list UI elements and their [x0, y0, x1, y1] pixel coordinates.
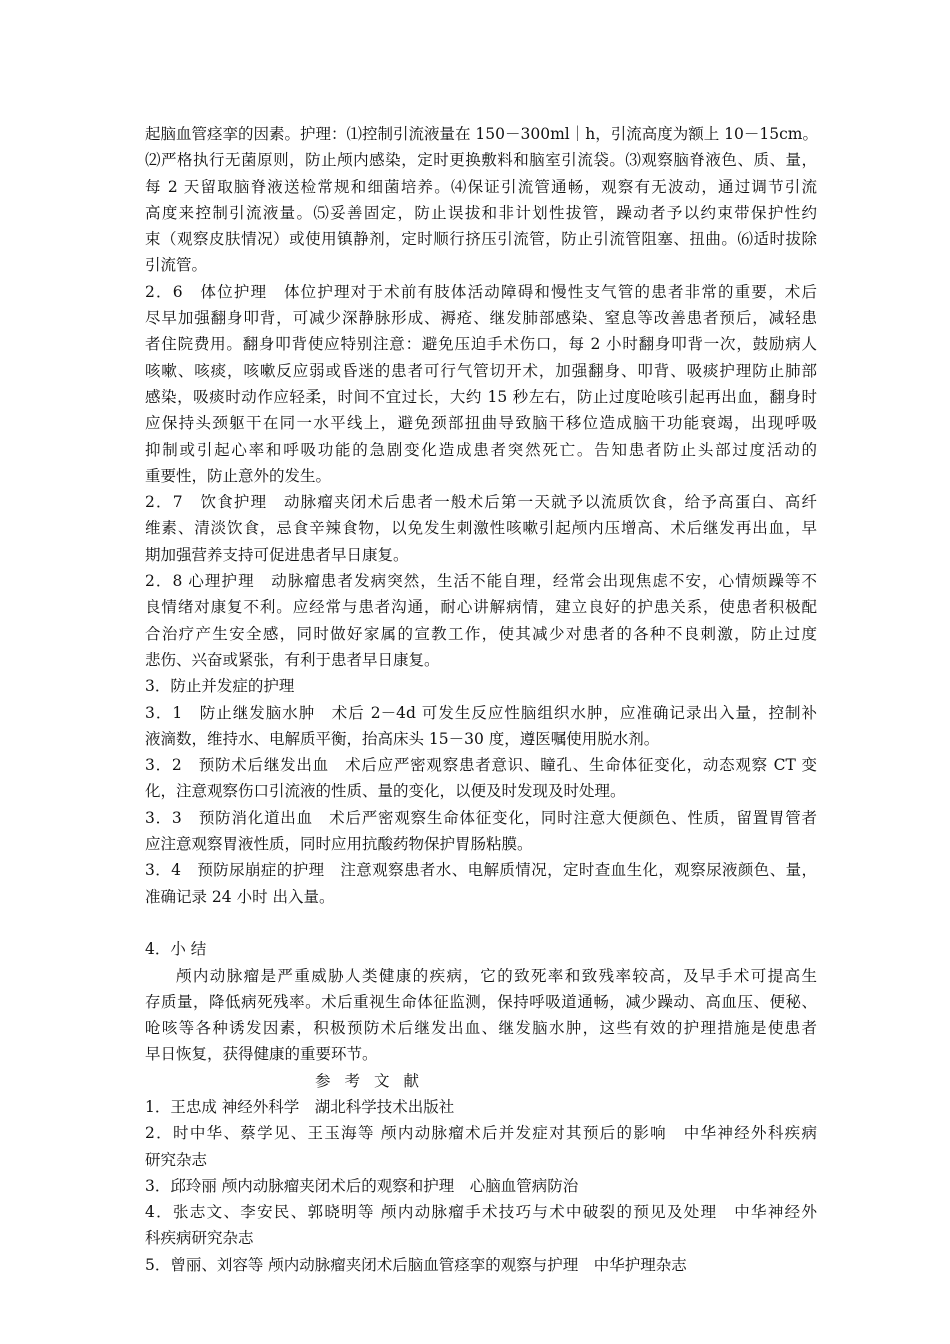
document-body [145, 121, 817, 1278]
nursing-text-line: 感染，吸痰时动作应轻柔，时间不宜过长，大约 15 秒左右，防止过度呛咳引起再出血，翻身时 [145, 387, 817, 406]
nursing-text-line: 化，注意观察伤口引流液的性质、量的变化，以便及时发现及时处理。 [145, 782, 626, 801]
nursing-text-line: 良情绪对康复不利。应经常与患者沟通，耐心讲解病情，建立良好的护患关系，使患者积极配 [145, 598, 817, 617]
nursing-text-line: 尽早加强翻身叩背，可减少深静脉形成、褥疮、继发肺部感染、窒息等改善患者预后，减轻患 [145, 309, 817, 328]
nursing-text-line: 者住院费用。翻身叩背使应特别注意：避免压迫手术伤口，每 2 小时翻身叩背一次，鼓励病人 [145, 335, 817, 354]
nursing-text-line: 重要性，防止意外的发生。 [145, 466, 332, 485]
nursing-text-line: 抑制或引起心率和呼吸功能的急剧变化造成患者突然死亡。告知患者防止头部过度活动的 [145, 440, 817, 459]
nursing-text-line: 束（观察皮肤情况）或使用镇静剂，定时顺行挤压引流管，防止引流管阻塞、扭曲。⑹适时拔除 [145, 230, 817, 249]
nursing-text-line: 应保持头颈躯干在同一水平线上，避免颈部扭曲导致脑干移位造成脑干功能衰竭，出现呼吸 [145, 414, 817, 433]
nursing-text-line: 3．3 预防消化道出血 术后严密观察生命体征变化，同时注意大便颜色、性质，留置胃管者 [145, 808, 817, 827]
summary-section [145, 936, 817, 1067]
summary-text-line: 颅内动脉瘤是严重威胁人类健康的疾病，它的致死率和致残率较高，及早手术可提高生 [176, 966, 817, 985]
nursing-text-line: 2．8 心理护理 动脉瘤患者发病突然，生活不能自理，经常会出现焦虑不安，心情烦躁等不 [145, 572, 817, 591]
nursing-text-line: 液滴数，维持水、电解质平衡，抬高床头 15－30 度，遵医嘱使用脱水剂。 [145, 729, 660, 748]
nursing-section [145, 121, 817, 910]
nursing-text-line: 3．4 预防尿崩症的护理 注意观察患者水、电解质情况，定时查血生化，观察尿液颜色、量， [145, 861, 817, 880]
nursing-text-line: 应注意观察胃液性质，同时应用抗酸药物保护胃肠粘膜。 [145, 835, 533, 854]
references-section [145, 1068, 817, 1278]
references-title: 参考文献 [315, 1071, 434, 1090]
nursing-text-line: 3．2 预防术后继发出血 术后应严密观察患者意识、瞳孔、生命体征变化，动态观察 CT 变 [145, 756, 817, 775]
reference-line: 研究杂志 [145, 1150, 208, 1169]
nursing-text-line: 维素、清淡饮食，忌食辛辣食物，以免发生刺激性咳嗽引起颅内压增高、术后继发再出血，早 [145, 519, 817, 538]
summary-text-line: 呛咳等各种诱发因素，积极预防术后继发出血、继发脑水肿，这些有效的护理措施是使患者 [145, 1019, 817, 1038]
nursing-text-line: 2．7 饮食护理 动脉瘤夹闭术后患者一般术后第一天就予以流质饮食，给予高蛋白、高纤 [145, 493, 817, 512]
section-gap [145, 910, 817, 936]
nursing-text-line: 准确记录 24 小时 出入量。 [145, 887, 335, 906]
nursing-text-line: 高度来控制引流液量。⑸妥善固定，防止误拔和非计划性拔管，躁动者予以约束带保护性约 [145, 203, 817, 222]
reference-line: 1．王忠成 神经外科学 湖北科学技术出版社 [145, 1097, 455, 1116]
nursing-text-line: 悲伤、兴奋或紧张，有利于患者早日康复。 [145, 650, 440, 669]
summary-heading: 4．小 结 [145, 940, 207, 959]
nursing-text-line: 期加强营养支持可促进患者早日康复。 [145, 545, 409, 564]
reference-line: 4．张志文、李安民、郭晓明等 颅内动脉瘤手术技巧与术中破裂的预见及处理 中华神经外 [145, 1203, 817, 1222]
nursing-text-line: 合治疗产生安全感，同时做好家属的宣教工作，使其减少对患者的各种不良刺激，防止过度 [145, 624, 817, 643]
nursing-text-line: 引流管。 [145, 256, 208, 275]
summary-text-line: 存质量，降低病死残率。术后重视生命体征监测，保持呼吸道通畅，减少躁动、高血压、便秘、 [145, 992, 817, 1011]
reference-line: 5．曾丽、刘容等 颅内动脉瘤夹闭术后脑血管痉挛的观察与护理 中华护理杂志 [145, 1255, 687, 1274]
nursing-text-line: 咳嗽、咳痰，咳嗽反应弱或昏迷的患者可行气管切开术，加强翻身、叩背、吸痰护理防止肺部 [145, 361, 817, 380]
nursing-text-line: 每 2 天留取脑脊液送检常规和细菌培养。⑷保证引流管通畅，观察有无波动，通过调节引流 [145, 177, 817, 196]
reference-line: 科疾病研究杂志 [145, 1229, 254, 1248]
reference-line: 3．邱玲丽 颅内动脉瘤夹闭术后的观察和护理 心脑血管病防治 [145, 1176, 579, 1195]
nursing-text-line: 起脑血管痉挛的因素。护理：⑴控制引流液量在 150－300ml｜h，引流高度为额上 10－15cm。 [145, 125, 818, 143]
nursing-text-line: 2．6 体位护理 体位护理对于术前有肢体活动障碍和慢性支气管的患者非常的重要，术后 [145, 282, 817, 301]
nursing-text-line: 3．防止并发症的护理 [145, 677, 295, 696]
summary-text-line: 早日恢复，获得健康的重要环节。 [145, 1045, 378, 1064]
nursing-text-line: 3．1 防止继发脑水肿 术后 2－4d 可发生反应性脑组织水肿，应准确记录出入量，控制补 [145, 703, 817, 722]
reference-line: 2．时中华、蔡学见、王玉海等 颅内动脉瘤术后并发症对其预后的影响 中华神经外科疾病 [145, 1124, 817, 1143]
nursing-text-line: ⑵严格执行无菌原则，防止颅内感染，定时更换敷料和脑室引流袋。⑶观察脑脊液色、质、量， [145, 151, 817, 170]
